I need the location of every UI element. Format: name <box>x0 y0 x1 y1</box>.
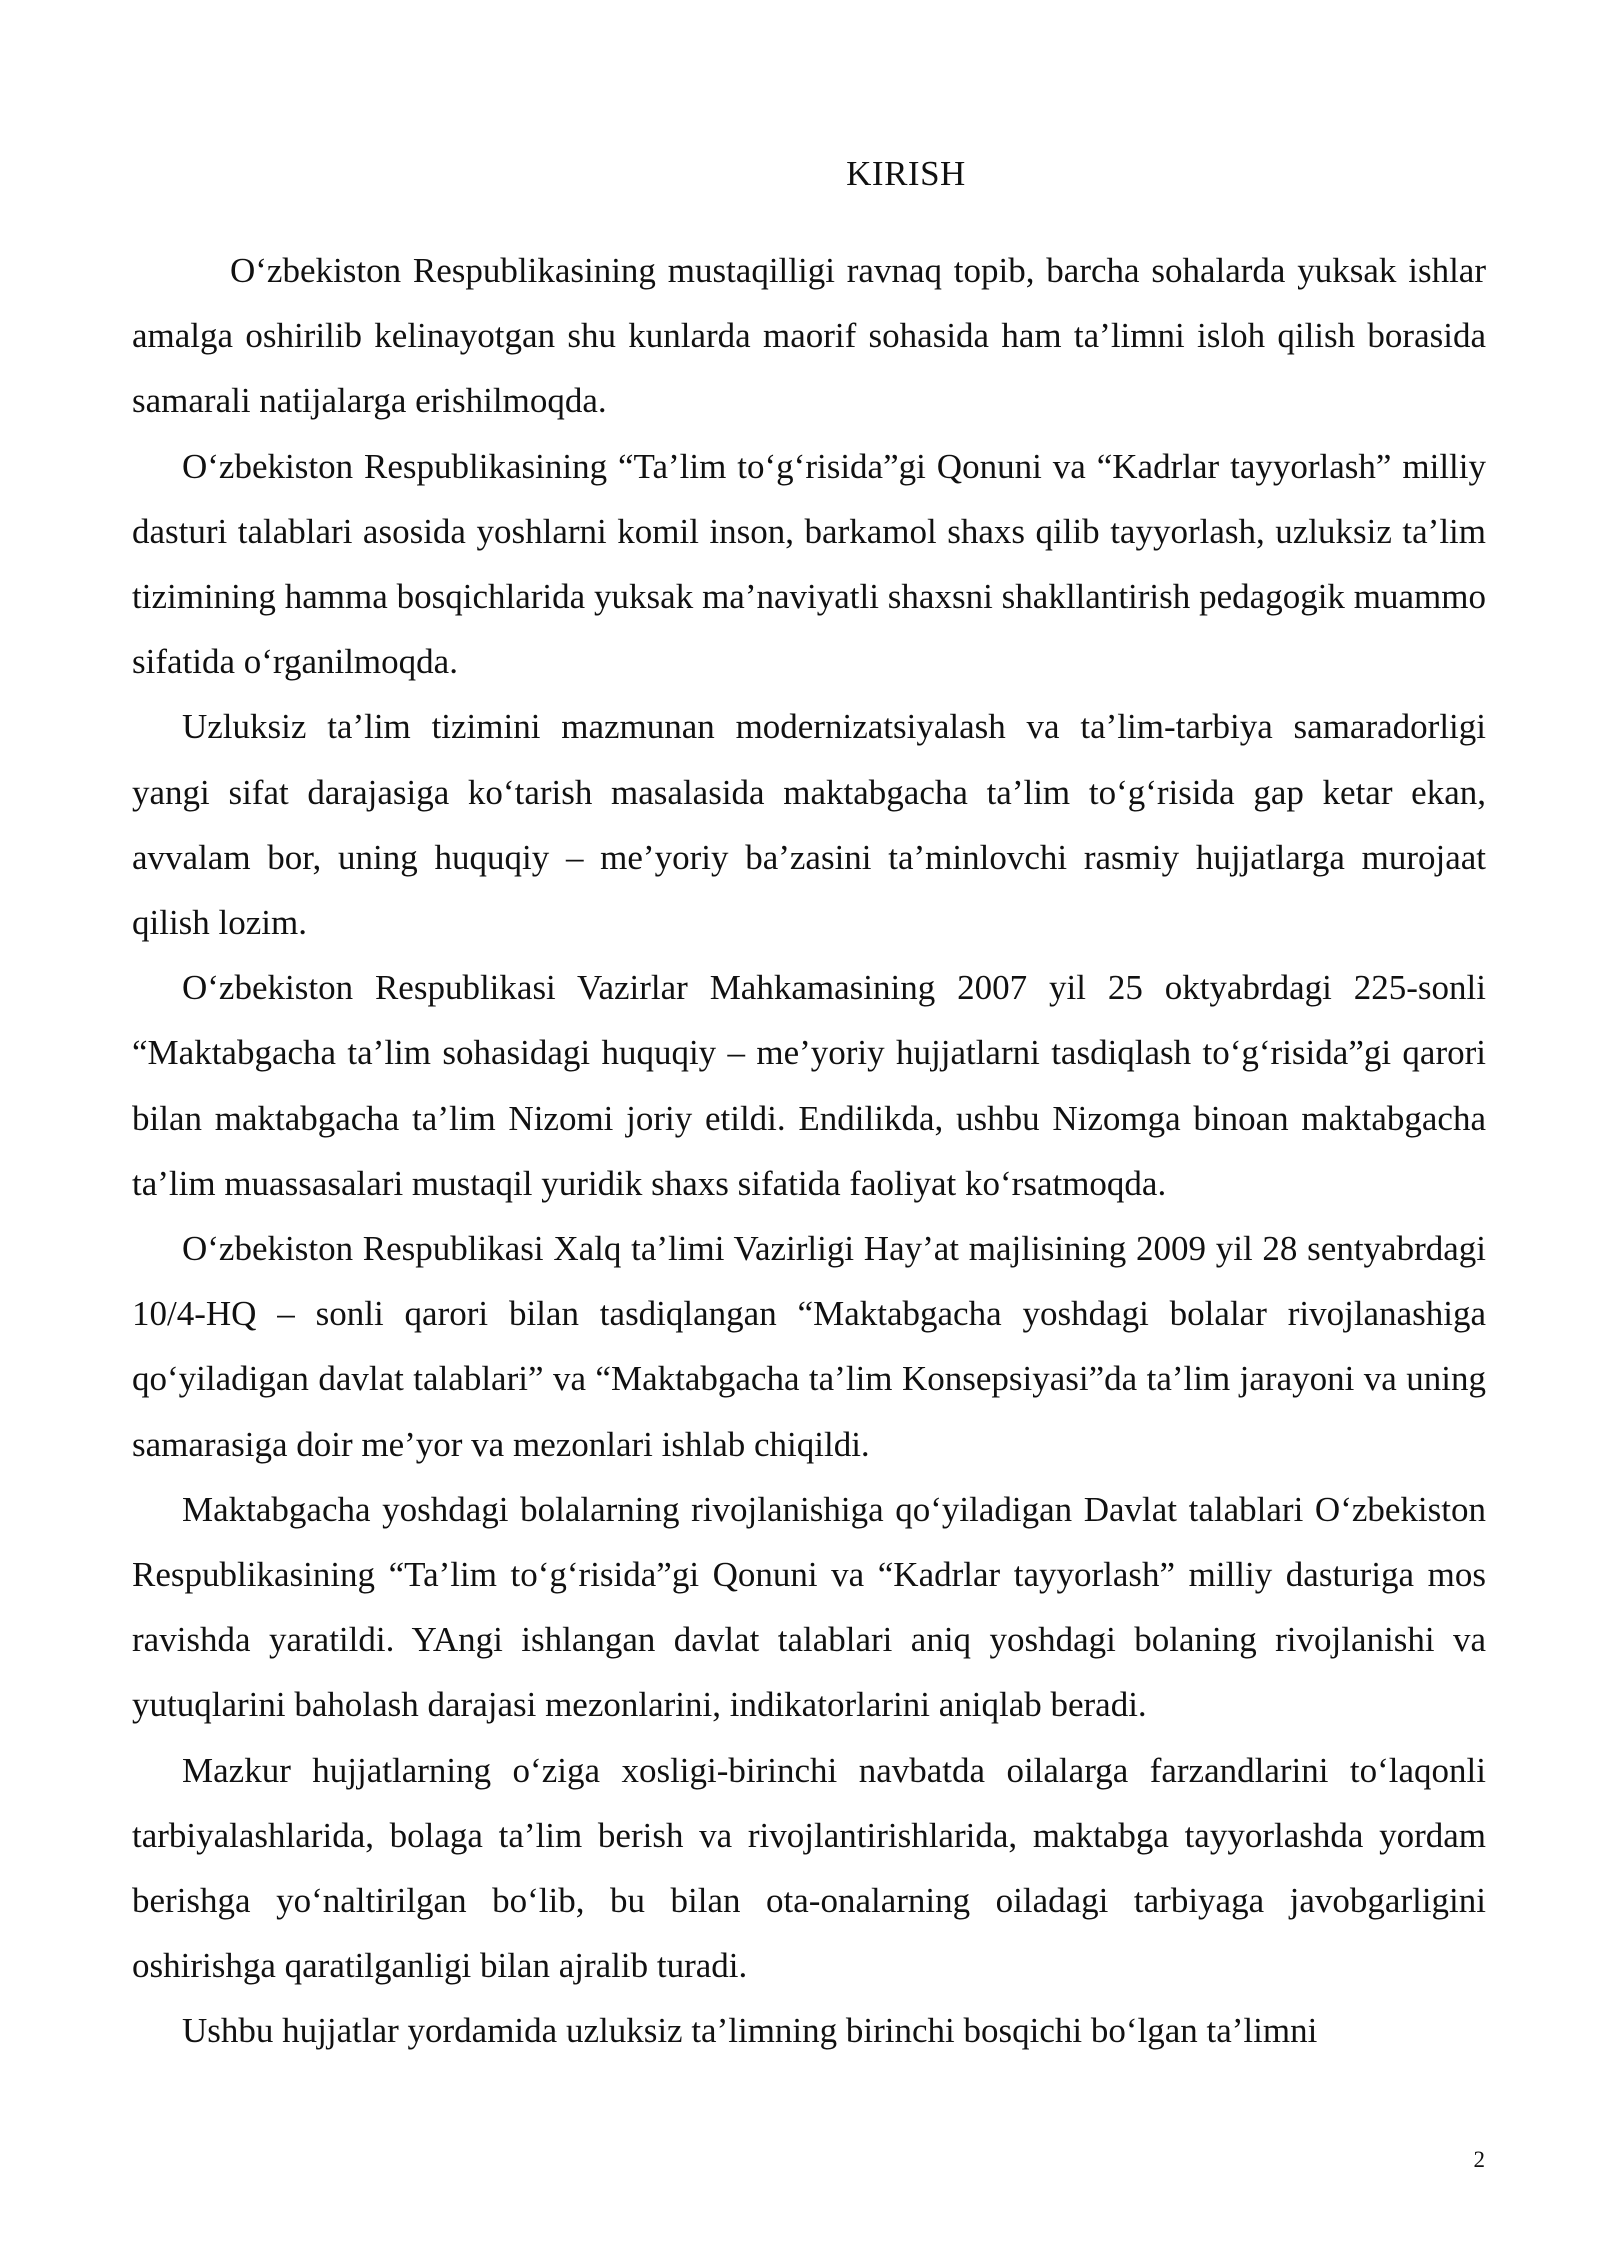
document-body <box>132 238 1486 2064</box>
paragraph-1: O‘zbekiston Respublikasining mustaqilligi ravnaq topib, barcha sohalarda yuksak ishlar amalga oshirilib kelinayotgan shu kunlarda maorif sohasida ham ta’limni isloh qilish borasida samarali natijalarga erishilmoqda. <box>132 251 1486 421</box>
paragraph-5: O‘zbekiston Respublikasi Xalq ta’limi Vazirligi Hay’at majlisining 2009 yil 28 sentyabrdagi 10/4-HQ – sonli qarori bilan tasdiqlangan “Maktabgacha yoshdagi bolalar rivojlanashiga qo‘yiladigan davlat talablari” va “Maktabgacha ta’lim Konsepsiyasi”da ta’lim jarayoni va uning samarasiga doir me’yor va mezonlari ishlab chiqildi. <box>132 1229 1486 1464</box>
paragraph-2: O‘zbekiston Respublikasining “Ta’lim to‘g‘risida”gi Qonuni va “Kadrlar tayyorlash” milliy dasturi talablari asosida yoshlarni komil inson, barkamol shaxs qilib tayyorlash, uzluksiz ta’lim tizimining hamma bosqichlarida yuksak ma’naviyatli shaxsni shakllantirish pedagogik muammo sifatida o‘rganilmoqda. <box>132 446 1486 682</box>
page-title: KIRISH <box>846 154 966 193</box>
paragraph-8: Ushbu hujjatlar yordamida uzluksiz ta’limning birinchi bosqichi bo‘lgan ta’limni <box>182 2011 1318 2051</box>
paragraph-7: Mazkur hujjatlarning o‘ziga xosligi-birinchi navbatda oilalarga farzandlarini to‘laqonli tarbiyalashlarida, bolaga ta’lim berish va rivojlantirishlarida, maktabga tayyorlashda yordam berishga yo‘naltirilgan bo‘lib, bu bilan ota-onalarning oiladagi tarbiyaga javobgarligini oshirishga qaratilganligi bilan ajralib turadi. <box>132 1750 1486 1986</box>
paragraph-4: O‘zbekiston Respublikasi Vazirlar Mahkamasining 2007 yil 25 oktyabrdagi 225-sonli “Maktabgacha ta’lim sohasidagi huquqiy – me’yoriy hujjatlarni tasdiqlash to‘g‘risida”gi qarori bilan maktabgacha ta’lim Nizomi joriy etildi. Endilikda, ushbu Nizomga binoan maktabgacha ta’lim muassasalari mustaqil yuridik shaxs sifatida faoliyat ko‘rsatmoqda. <box>132 968 1486 1203</box>
paragraph-6: Maktabgacha yoshdagi bolalarning rivojlanishiga qo‘yiladigan Davlat talablari O‘zbekiston Respublikasining “Ta’lim to‘g‘risida”gi Qonuni va “Kadrlar tayyorlash” milliy dasturiga mos ravishda yaratildi. YAngi ishlangan davlat talablari aniq yoshdagi bolaning rivojlanishi va yutuqlarini baholash darajasi mezonlarini, indikatorlarini aniqlab beradi. <box>132 1489 1486 1725</box>
page-number: 2 <box>1473 2147 1485 2172</box>
paragraph-3: Uzluksiz ta’lim tizimini mazmunan modernizatsiyalash va ta’lim-tarbiya samaradorligi yangi sifat darajasiga ko‘tarish masalasida maktabgacha ta’lim to‘g‘risida gap ketar ekan, avvalam bor, uning huquqiy – me’yoriy ba’zasini ta’minlovchi rasmiy hujjatlarga murojaat qilish lozim. <box>132 707 1486 943</box>
